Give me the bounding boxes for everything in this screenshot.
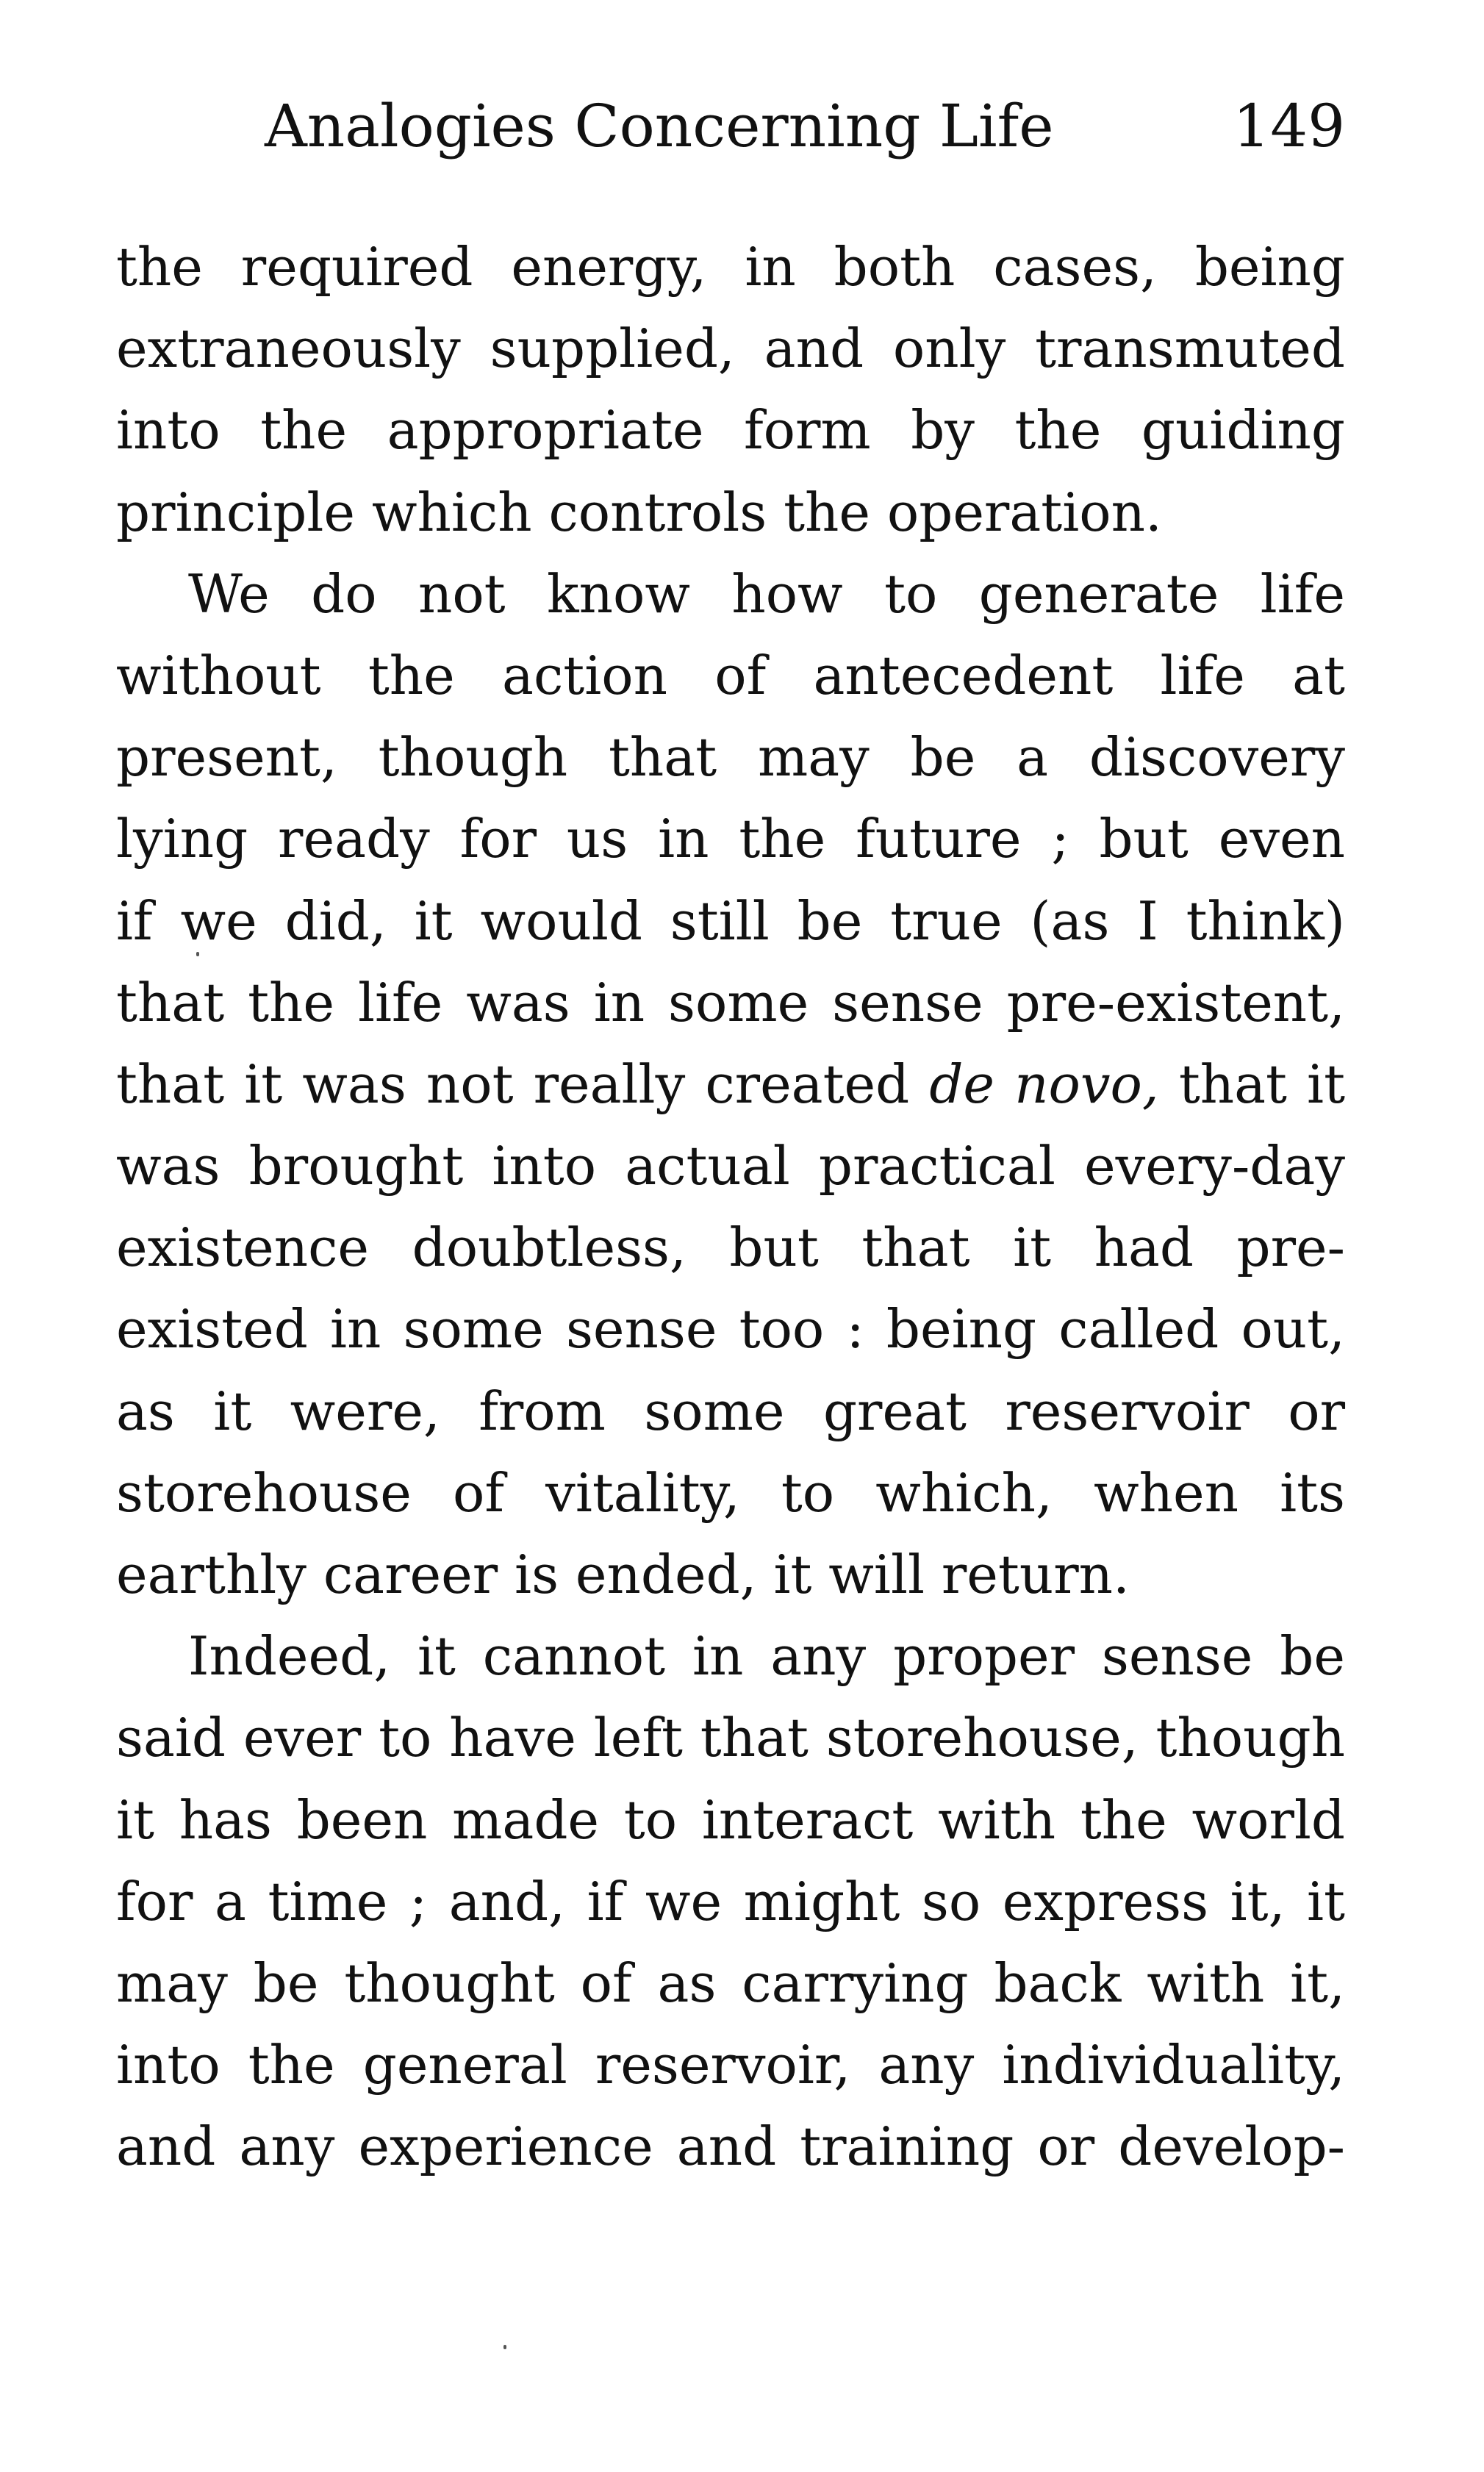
text-line: without the action of antecedent life at: [116, 644, 1345, 706]
print-speck: [503, 2345, 506, 2349]
text-line: may be thought of as carrying back with it,: [116, 1952, 1345, 2014]
text-line: the required energy, in both cases, being: [116, 236, 1345, 298]
paragraph-first-line: Indeed, it cannot in any proper sense be: [188, 1625, 1345, 1688]
text-line: principle which controls the operation.: [116, 481, 1162, 543]
text-line: into the appropriate form by the guiding: [116, 399, 1345, 462]
text-line: earthly career is ended, it will return.: [116, 1544, 1130, 1605]
text-line: existed in some sense too : being called out,: [116, 1298, 1345, 1361]
line-start: that it was not really created: [116, 1053, 910, 1115]
text-line: existence doubtless, but that it had pre-: [116, 1217, 1345, 1279]
text-line: storehouse of vitality, to which, when its: [116, 1461, 1345, 1524]
italic-phrase: de novo,: [929, 1053, 1159, 1115]
text-line: it has been made to interact with the world: [116, 1788, 1345, 1851]
text-line: into the general reservoir, any individuality,: [116, 2034, 1345, 2096]
body-text: [116, 226, 1345, 2188]
text-line: and any experience and training or develop-: [116, 2115, 1345, 2178]
print-speck: [196, 952, 199, 956]
text-line: if we did, it would still be true (as I think): [116, 889, 1345, 952]
line-end: that it: [1178, 1053, 1346, 1115]
text-line: that the life was in some sense pre-existent,: [116, 971, 1345, 1033]
page-number: 149: [1233, 92, 1345, 160]
running-head: [265, 82, 1345, 171]
text-line: extraneously supplied, and only transmuted: [116, 318, 1345, 380]
running-head-title: Analogies Concerning Life: [265, 92, 1054, 160]
text-line: lying ready for us in the future ; but even: [116, 808, 1345, 870]
text-line: for a time ; and, if we might so express it, it: [116, 1870, 1345, 1932]
text-line: present, though that may be a discovery: [116, 726, 1345, 789]
text-line: was brought into actual practical every-day: [116, 1135, 1345, 1197]
text-line: said ever to have left that storehouse, though: [116, 1707, 1345, 1769]
paragraph-first-line: We do not know how to generate life: [188, 562, 1345, 625]
text-line-with-italic: [116, 1044, 1345, 1125]
text-line: as it were, from some great reservoir or: [116, 1380, 1345, 1442]
